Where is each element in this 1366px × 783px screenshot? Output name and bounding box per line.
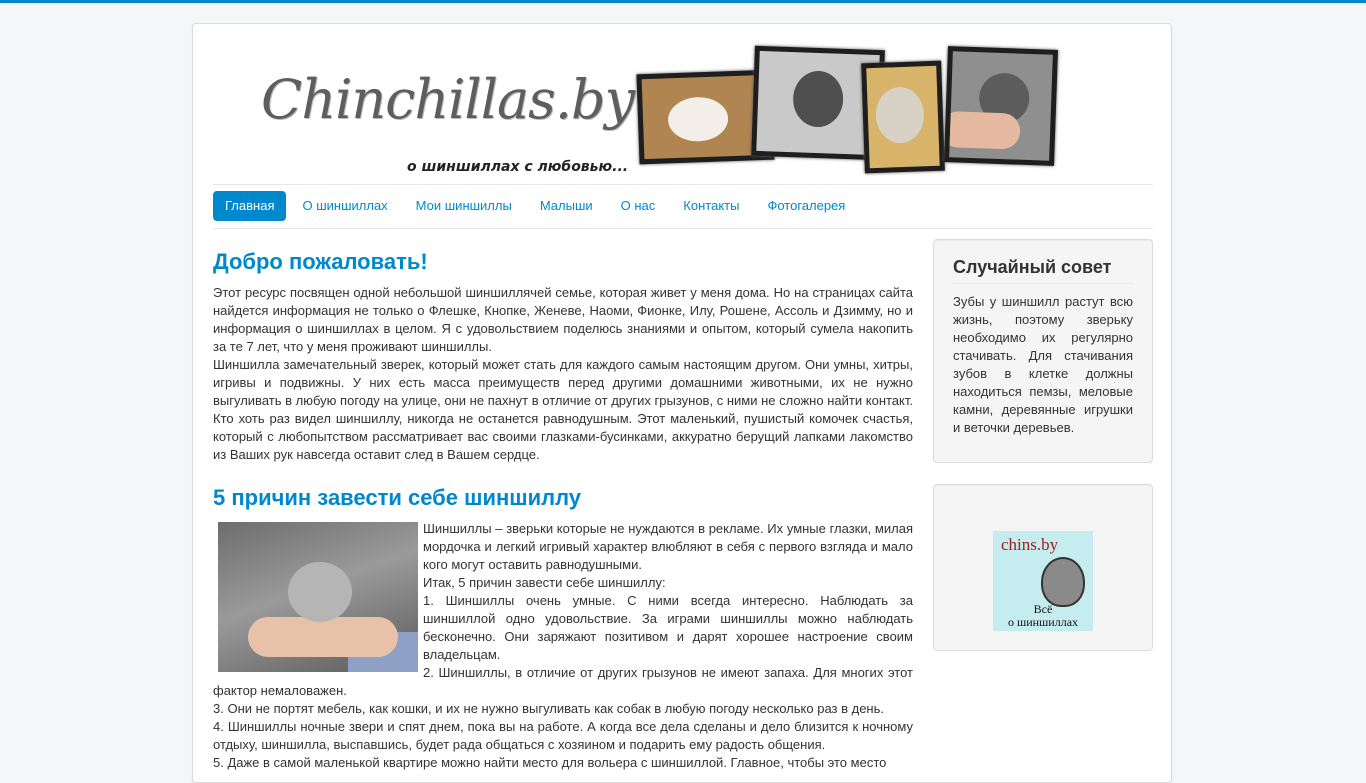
nav-item-babies[interactable]: Малыши	[539, 198, 593, 213]
page-container	[192, 23, 1172, 783]
reason-item: 5. Даже в самой маленькой квартире можно найти место для вольера с шиншиллой. Главное, чтобы это место	[213, 755, 887, 770]
welcome-paragraph-1: Этот ресурс посвящен одной небольшой шиншиллячей семье, которая живет у меня дома. Но на страницах сайта найдется информация не только о Флешке, Кнопке, Женеве, Наоми, Фионке, Илу, Рошене, Ассоль и Дзимму, но и информация о шиншиллах в целом. Я с удовольствием поделюсь знаниями и опытом, который сумела накопить за те 7 лет, что у меня проживают шиншиллы.	[213, 285, 913, 354]
nav-divider	[213, 228, 1153, 229]
banner-caption	[993, 603, 1093, 629]
nav-item-home[interactable]: Главная	[213, 191, 286, 221]
welcome-title: Добро пожаловать!	[213, 249, 428, 274]
banner-widget	[933, 484, 1153, 651]
reason-item: 4. Шиншиллы ночные звери и спят днем, пока вы на работе. А когда все дела сделаны и дело близится к ночному отдыху, шиншилла, выспавшись, будет рада общаться с хозяином и подарить ему радость общения.	[213, 719, 913, 752]
chins-by-banner[interactable]	[993, 531, 1093, 631]
site-header	[213, 42, 1153, 184]
header-divider	[213, 184, 1153, 185]
header-photo-4	[944, 46, 1058, 166]
sidebar	[933, 239, 1153, 651]
random-tip-title: Случайный совет	[953, 257, 1133, 284]
chinchilla-icon	[1041, 557, 1085, 607]
site-logo[interactable]: Chinchillas.by	[261, 68, 635, 131]
nav-item-about-chinchillas[interactable]: О шиншиллах	[302, 198, 388, 213]
welcome-paragraph-2: Шиншилла замечательный зверек, который может стать для каждого самым настоящим другом. Они умны, хитры, игривы и подвижны. У них есть масса преимуществ перед другими домашними животными, их не нужно выгуливать в любую погоду на улице, они не пахнут в отличие от других грызунов, с ними не сложно найти контакт. Кто хоть раз видел шиншиллу, никогда не останется равнодушным. Этот маленький, пушистый комочек счастья, который с любопытством рассматривает вас своими глазками-бусинками, аккуратно берущий лапками лакомство из Ваших рук навсегда оставит след в Вашем сердце.	[213, 357, 913, 462]
nav-item-gallery[interactable]: Фотогалерея	[767, 198, 846, 213]
reason-item: 2. Шиншиллы, в отличие от других грызунов не имеют запаха. Для многих этот фактор немаловажен.	[213, 665, 913, 698]
banner-line-1: Всё	[1033, 602, 1053, 616]
random-tip-text: Зубы у шиншилл растут всю жизнь, поэтому зверьку необходимо их регулярно стачивать. Для стачивания зубов в клетке должны находиться пемзы, меловые камни, деревянные игрушки и веточки деревьев.	[953, 294, 1133, 435]
chinchilla-in-hand-image	[218, 522, 418, 672]
reasons-lead: Итак, 5 причин завести себе шиншиллу:	[423, 575, 666, 590]
reasons-intro: Шиншиллы – зверьки которые не нуждаются в рекламе. Их умные глазки, милая мордочка и легкий игривый характер влюбляют в себя с первого взгляда и мало кого могут оставить равнодушными.	[423, 521, 913, 572]
banner-site-name: chins.by	[1001, 535, 1059, 554]
banner-line-2: о шиншиллах	[1007, 615, 1079, 629]
site-slogan: о шиншиллах с любовью...	[407, 159, 629, 175]
main-nav	[213, 191, 857, 221]
reason-item: 1. Шиншиллы очень умные. С ними всегда интересно. Наблюдать за шиншиллой одно удовольствие. За играми шиншиллы можно наблюдать бесконечно. Они заряжают позитивом и дарят хорошее настроение своим владельцам.	[423, 593, 913, 662]
reason-item: 3. Они не портят мебель, как кошки, и их не нужно выгуливать как собак в любую погоду несколько раз в день.	[213, 701, 884, 716]
header-photo-3	[861, 61, 945, 174]
nav-item-contacts[interactable]: Контакты	[683, 198, 740, 213]
nav-item-my-chinchillas[interactable]: Мои шиншиллы	[415, 198, 512, 213]
reasons-title: 5 причин завести себе шиншиллу	[213, 485, 582, 510]
random-tip-widget	[933, 239, 1153, 463]
nav-item-about-us[interactable]: О нас	[620, 198, 656, 213]
main-content	[213, 246, 913, 772]
